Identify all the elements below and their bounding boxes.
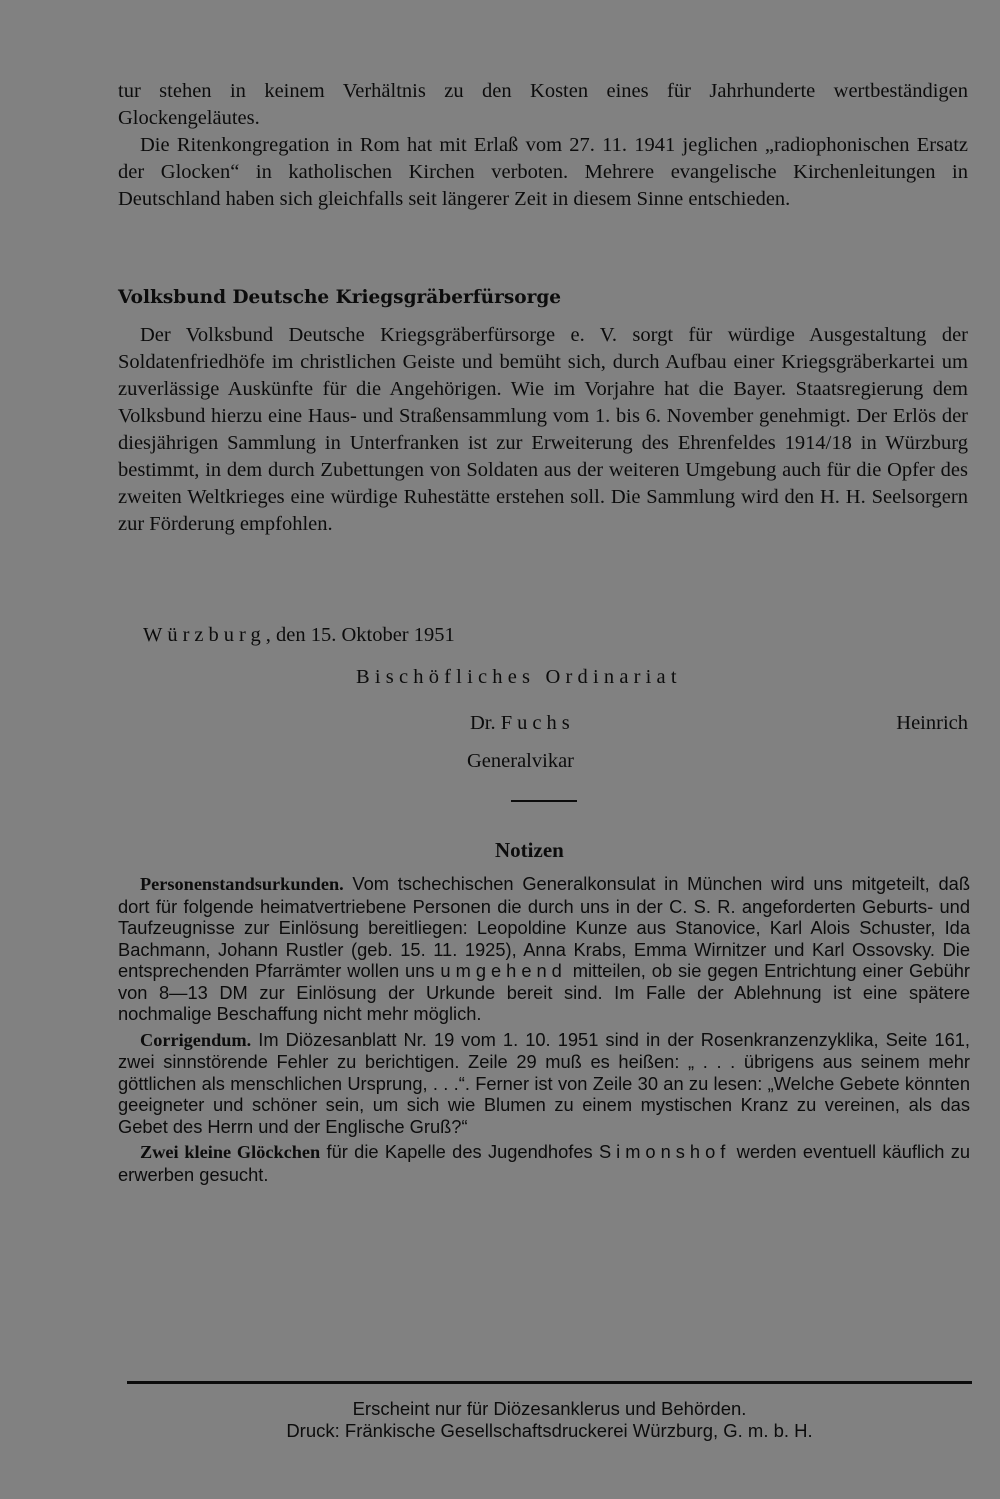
note-personenstandsurkunden [118, 873, 970, 1025]
note-text: mitteilen, ob sie gegen Entrichtung einer Gebühr von 8—13 DM zur Einlösung der Urkunde bereit sind. Im Falle der Ablehnung ist eine spätere nochmalige Beschaffung nicht mehr möglich. [118, 960, 970, 1024]
note-emphasis: umgehend [440, 960, 567, 981]
note-lead: Personenstandsurkunden. [140, 874, 344, 894]
date-text: , den 15. Oktober 1951 [265, 624, 455, 646]
signer-title: Generalvikar [467, 750, 574, 772]
note-gloeckchen [118, 1141, 970, 1185]
note-lead: Zwei kleine Glöckchen [140, 1142, 321, 1162]
section-heading-notizen: Notizen [495, 838, 564, 862]
issuing-office: Bischöfliches Ordinariat [356, 666, 682, 688]
signer-surname: Fuchs [500, 712, 575, 734]
signer-name [470, 712, 575, 735]
note-text: werden eventuell käuflich zu erwerben gesucht. [118, 1141, 970, 1185]
note-lead: Corrigendum. [140, 1029, 252, 1050]
notizen-body [118, 873, 970, 1189]
footer [127, 1398, 972, 1442]
footer-rule [127, 1381, 972, 1384]
intro-paragraph-ritenkongregation: Die Ritenkongregation in Rom hat mit Erlaß vom 27. 11. 1941 jeglichen „radiophonischen Ersatz der Glocken“ in katholischen Kirchen verboten. Mehrere evangelische Kirchenleitungen in Deutschland haben sich gleichfalls seit längerer Zeit in diesem Sinne entschieden. [118, 134, 968, 210]
volksbund-paragraph: Der Volksbund Deutsche Kriegsgräberfürsorge e. V. sorgt für würdige Ausgestaltung der Soldatenfriedhöfe im christlichen Geiste und bemüht sich, durch Aufbau einer Kriegsgräberkartei um zuverlässige Auskünfte für die Angehörigen. Wie im Vorjahre hat die Bayer. Staatsregierung dem Volksbund hierzu eine Haus- und Straßensammlung vom 1. bis 6. November genehmigt. Der Erlös der diesjährigen Sammlung in Unterfranken ist zur Erweiterung des Ehrenfeldes 1914/18 in Würzburg bestimmt, in dem durch Zubettungen von Soldaten aus der weiteren Umgebung auch für die Opfer des zweiten Weltkrieges eine würdige Ruhestätte erstehen soll. Die Sammlung wird den H. H. Seelsorgern zur Förderung empfohlen. [118, 324, 968, 535]
note-text: für die Kapelle des Jugendhofes [320, 1141, 599, 1162]
note-text: Im Diözesanblatt Nr. 19 vom 1. 10. 1951 sind in der Rosenkranzenzyklika, Seite 161, zwei sinnstörende Fehler zu berichtigen. Zeile 29 muß es heißen: „ . . . übrigens aus seinem mehr göttlichen als menschlichen Ursprung, . . .“. Ferner ist von Zeile 30 an zu lesen: „Welche Gebete könnten geeigneter und schöner sein, um sich wie Blumen zu einem mystischen Kranz zu vereinen, als das Gebet des Herrn und der Englische Gruß?“ [118, 1028, 970, 1137]
section-divider [511, 800, 577, 802]
note-corrigendum [118, 1029, 970, 1138]
intro-text [118, 78, 968, 213]
signer-firstname: Heinrich [896, 712, 968, 734]
note-text: Vom tschechischen Generalkonsulat in München wird uns mitgeteilt, daß dort für folgende heimatvertriebene Personen die durch uns in der C. S. R. angeforderten Geburts- und Taufzeugnisse zur Einlösung bereitliegen: Leopoldine Kunze aus Stanovice, Karl Alois Schuster, Ida Bachmann, Johann Rustler (geb. 15. 11. 1925), Anna Krabs, Emma Wirnitzer und Karl Ossovsky. Die entsprechenden Pfarrämter wollen uns [118, 873, 970, 981]
place-date-line [143, 624, 455, 647]
section-heading-volksbund: Volksbund Deutsche Kriegsgräberfürsorge [118, 287, 562, 308]
signer-prefix: Dr. [470, 712, 496, 734]
note-emphasis: Simonshof [598, 1141, 731, 1162]
intro-paragraph-continued: tur stehen in keinem Verhältnis zu den Kosten eines für Jahrhunderte wertbeständigen Glockengeläutes. [118, 80, 968, 129]
place-name: Würzburg [143, 624, 266, 646]
footer-printer-note: Druck: Fränkische Gesellschaftsdruckerei Würzburg, G. m. b. H. [286, 1420, 813, 1441]
footer-distribution-note: Erscheint nur für Diözesanklerus und Behörden. [352, 1398, 747, 1419]
